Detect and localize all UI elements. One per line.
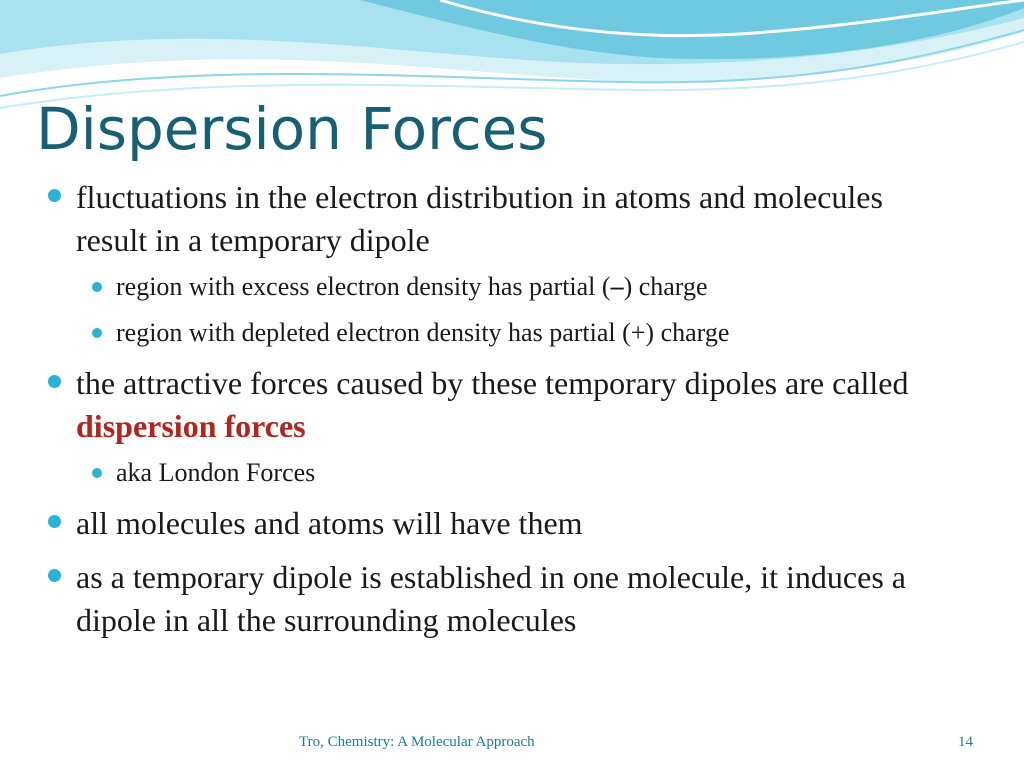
slide-title: Dispersion Forces: [36, 95, 548, 163]
bullet-item: [48, 556, 948, 642]
sub-bullet-text: aka London Forces: [116, 458, 316, 487]
sub-bullet-item: [92, 272, 972, 302]
sub-bullet-dot-icon: [92, 282, 102, 292]
bullet-text: the attractive forces caused by these temporary dipoles are called dispersion forces: [76, 365, 909, 444]
sub-bullet-item: [92, 318, 972, 348]
sub-bullet-text: region with excess electron density has partial (–) charge: [116, 272, 708, 301]
bullet-item: [48, 176, 948, 262]
bullet-text: all molecules and atoms will have them: [76, 505, 583, 541]
bullet-item: [48, 362, 948, 448]
bullet-dot-icon: [48, 569, 61, 582]
minus-symbol: –: [610, 272, 624, 301]
sub-bullet-text: region with depleted electron density has partial (+) charge: [116, 318, 730, 347]
footer-citation: Tro, Chemistry: A Molecular Approach: [299, 734, 535, 750]
bullet-text: as a temporary dipole is established in one molecule, it induces a dipole in all the surrounding molecules: [76, 559, 906, 638]
sub-bullet-item: [92, 458, 972, 488]
bullet-text: fluctuations in the electron distribution in atoms and molecules result in a temporary dipole: [76, 179, 883, 258]
bullet-dot-icon: [48, 515, 61, 528]
bullet-dot-icon: [48, 375, 61, 388]
highlighted-term: dispersion forces: [76, 408, 306, 444]
bullet-item: [48, 502, 948, 545]
page-number: 14: [958, 734, 973, 750]
sub-bullet-dot-icon: [92, 468, 102, 478]
bullet-dot-icon: [48, 189, 61, 202]
sub-bullet-dot-icon: [92, 328, 102, 338]
